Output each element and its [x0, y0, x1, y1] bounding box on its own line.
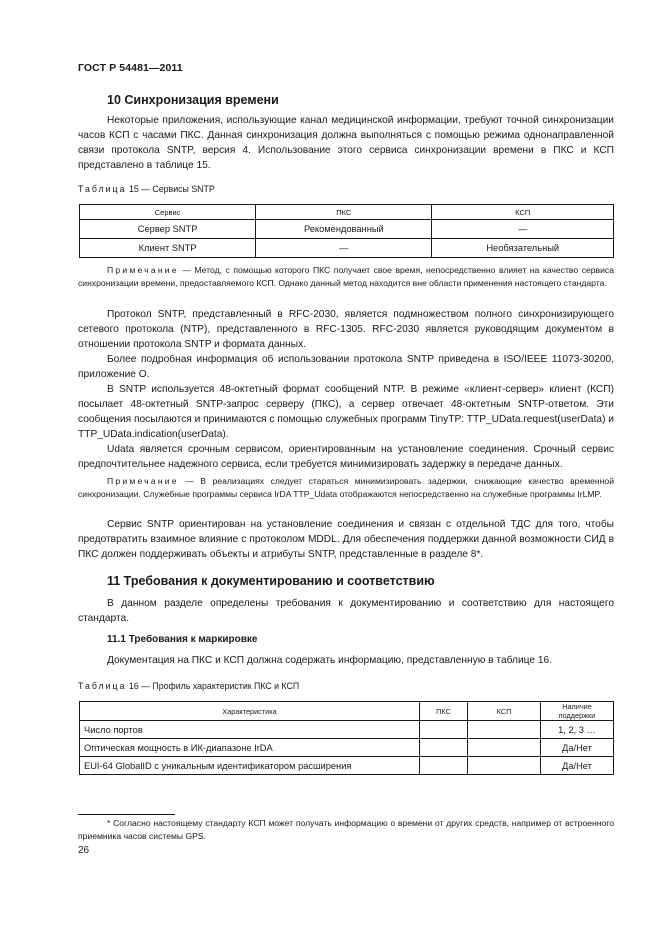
footnote-divider	[78, 814, 175, 815]
note-text: — Метод, с помощью которого ПКС получает свое время, непосредственно влияет на качество сервиса синхронизации времени, предоставляемого КСП. Однако данный метод находится вне области применения настоящего стандарта.	[78, 265, 614, 288]
paragraph: Документация на ПКС и КСП должна содержать информацию, представленную в таблице 16.	[107, 655, 553, 666]
caption-text: 15 — Сервисы SNTP	[128, 184, 215, 194]
table-header: ПКС	[420, 702, 468, 721]
table-header: Характеристика	[80, 702, 420, 721]
table-header-row	[80, 702, 614, 721]
section-10-body	[78, 307, 614, 472]
paragraph: Некоторые приложения, использующие канал медицинской информации, требуют точной синхронизации часов КСП с часами ПКС. Данная синхронизация должна выполняться с помощью режима однонаправленной связи протокола SNTP, версия 4. Использование этого сервиса синхронизации времени в ПКС и КСП представлено в таблице 15.	[78, 115, 614, 171]
table-header-row	[80, 205, 614, 220]
subsection-11-1-text	[78, 653, 614, 668]
table-cell	[420, 757, 468, 775]
paragraph: Udata является срочным сервисом, ориентированным на установление соединения. Срочный сервис предпочтительнее надежного сервиса, если требуется минимизировать задержку в передаче данных.	[78, 444, 614, 470]
table-15	[79, 204, 614, 258]
document-header: ГОСТ Р 54481—2011	[78, 62, 183, 74]
table-header: КСП	[468, 702, 541, 721]
table-cell: —	[256, 239, 432, 258]
table-header: Сервис	[80, 205, 256, 220]
paragraph: В SNTP используется 48-октетный формат сообщений NTP. В режиме «клиент-сервер» клиент (КСП) посылает 48-октетный SNTP-запрос серверу (ПКС), а сервер отвечает 48-октетным SNTP-ответом. Эти сообщения посылаются и принимаются с помощью служебных программ TinyTP: TTP_UData.request(userData) и TTP_UData.indication(userData).	[78, 384, 614, 440]
note-1	[78, 264, 614, 290]
paragraph: В данном разделе определены требования к документированию и соответствию для настоящего стандарта.	[78, 598, 614, 624]
section-10-closing	[78, 517, 614, 562]
note-label: Примечание	[107, 476, 179, 486]
table-header: ПКС	[256, 205, 432, 220]
table-cell: Сервер SNTP	[80, 220, 256, 239]
paragraph: Сервис SNTP ориентирован на установление соединения и связан с отдельной ТДС для того, чтобы предотвратить взаимное влияние с протоколом MDDL. Для обеспечения поддержки данной возможности СИД в ПКС должен поддерживать объекты и атрибуты SNTP, представленные в разделе 8*.	[78, 519, 614, 560]
table-cell: Да/Нет	[541, 757, 614, 775]
caption-label: Таблица	[78, 184, 127, 194]
table-header: Наличие поддержки	[541, 702, 614, 721]
table-cell	[420, 739, 468, 757]
footnote-text: * Согласно настоящему стандарту КСП может получать информацию о времени от других средств, например от встроенного приемника часов системы GPS.	[78, 818, 614, 841]
note-paragraph	[78, 264, 614, 290]
table-cell: Оптическая мощность в ИК-диапазоне IrDA	[80, 739, 420, 757]
table-row	[80, 739, 614, 757]
page-number: 26	[78, 845, 90, 856]
table-cell: Рекомендованный	[256, 220, 432, 239]
subsection-11-1-title: 11.1 Требования к маркировке	[107, 634, 258, 645]
table-cell	[468, 757, 541, 775]
caption-text: 16 — Профиль характеристик ПКС и КСП	[128, 681, 300, 691]
table-cell: Да/Нет	[541, 739, 614, 757]
table-cell	[468, 721, 541, 739]
note-text: — В реализациях следует стараться минимизировать задержки, снижающие качество временной синхронизации. Служебные программы сервиса IrDA TTP_Udata отображаются непосредственно на служебные программы IrLMP.	[78, 476, 614, 499]
table-row	[80, 220, 614, 239]
table-15-caption	[78, 184, 215, 194]
paragraph: Более подробная информация об использовании протокола SNTP приведена в ISO/IEEE 11073-30200, приложение О.	[78, 354, 614, 380]
table-cell: Необязательный	[432, 239, 614, 258]
note-paragraph	[78, 475, 614, 501]
table-row	[80, 721, 614, 739]
caption-label: Таблица	[78, 681, 127, 691]
section-10-title: 10 Синхронизация времени	[107, 93, 279, 107]
table-row	[80, 239, 614, 258]
table-cell: Клиент SNTP	[80, 239, 256, 258]
table-row	[80, 757, 614, 775]
table-cell	[468, 739, 541, 757]
note-2	[78, 475, 614, 501]
footnote	[78, 817, 614, 843]
paragraph: Протокол SNTP, представленный в RFC-2030, является подмножеством полного синхронизирующего сетевого протокола (NTP), представленного в RFC-1305. RFC-2030 является руководящим документом в отношении протокола SNTP и формата данных.	[78, 309, 614, 350]
table-16	[79, 701, 614, 775]
note-label: Примечание	[107, 265, 179, 275]
section-11-intro	[78, 596, 614, 626]
section-10-intro	[78, 113, 614, 173]
table-cell	[420, 721, 468, 739]
table-16-caption	[78, 681, 299, 691]
table-cell: Число портов	[80, 721, 420, 739]
table-cell: —	[432, 220, 614, 239]
section-11-title: 11 Требования к документированию и соответствию	[107, 574, 435, 588]
table-cell: EUI-64 GlobalID с уникальным идентификатором расширения	[80, 757, 420, 775]
table-cell: 1, 2, 3 …	[541, 721, 614, 739]
table-header: КСП	[432, 205, 614, 220]
